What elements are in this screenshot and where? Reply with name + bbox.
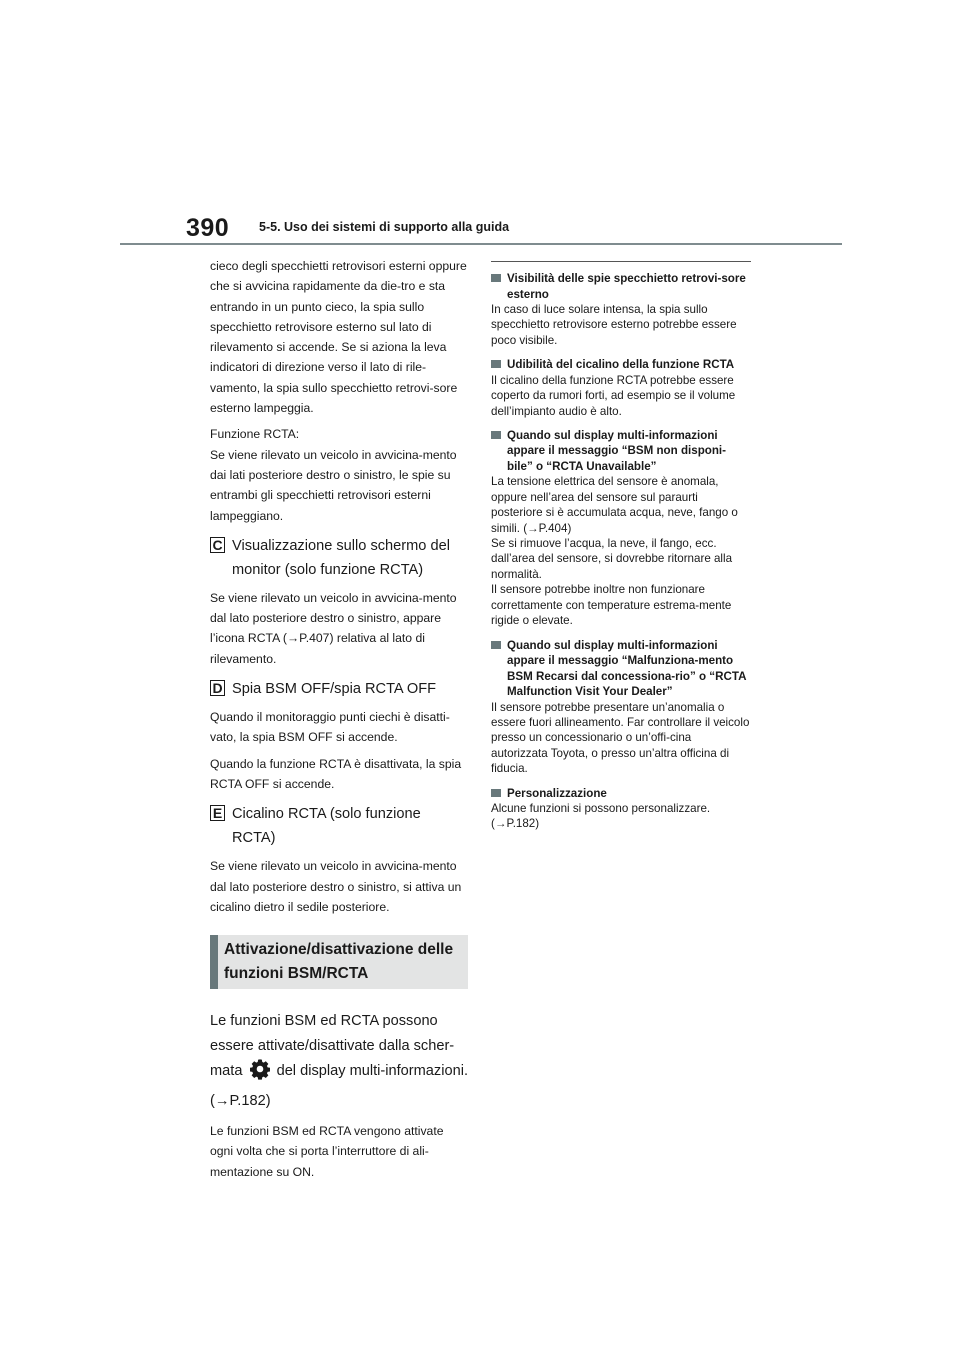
square-bullet-icon [491, 431, 501, 439]
note-body: Il sensore potrebbe presentare un’anomalia o essere fuori allineamento. Far controllare il veicolo presso un concessionario o un’offi-cina autorizzata Toyota, o presso un’altra officina di fiducia. [491, 700, 750, 776]
left-column [210, 256, 468, 1188]
item-e-letter: E [210, 805, 225, 821]
activation-paragraph [210, 1009, 468, 1113]
square-bullet-icon [491, 274, 501, 282]
note-item [491, 428, 751, 629]
note-item [491, 271, 751, 348]
page-number: 390 [186, 214, 230, 242]
note-body: In caso di luce solare intensa, la spia sullo specchietto retrovisore esterno potrebbe essere poco visibile. [491, 303, 737, 347]
section-heading-box [210, 935, 468, 989]
item-d-text-1: Quando il monitoraggio punti ciechi è disatti-vato, la spia BSM OFF si accende. [210, 710, 450, 745]
gear-icon [249, 1058, 271, 1089]
activation-note: Le funzioni BSM ed RCTA vengono attivate ogni volta che si porta l’interruttore di ali-mentazione su ON. [210, 1124, 444, 1179]
note-title: Personalizzazione [491, 786, 751, 802]
note-item [491, 357, 751, 419]
item-e-text: Se viene rilevato un veicolo in avvicina-mento dal lato posteriore destro o sinistro, si attiva un cicalino dietro il sedile posteriore. [210, 859, 462, 914]
item-c-letter: C [210, 537, 225, 553]
item-d-title: Spia BSM OFF/spia RCTA OFF [232, 681, 437, 698]
item-e-title: Cicalino RCTA (solo funzione RCTA) [232, 806, 421, 847]
section-title: 5-5. Uso dei sistemi di supporto alla guida [259, 220, 510, 234]
right-column-divider [491, 261, 751, 262]
note-item [491, 786, 751, 832]
rcta-function-text: Se viene rilevato un veicolo in avvicina-mento dai lati posteriore destro o sinistro, le spie su entrambi gli specchietti retrovisori esterni lampeggiano. [210, 447, 457, 523]
rcta-function-label: Funzione RCTA: [210, 427, 300, 442]
note-body: Il cicalino della funzione RCTA potrebbe essere coperto da rumori forti, ad esempio se il volume dell’impianto audio è alto. [491, 373, 736, 418]
square-bullet-icon [491, 789, 501, 797]
item-d-heading [210, 677, 468, 701]
item-e-heading [210, 802, 468, 850]
item-d-text-2: Quando la funzione RCTA è disattivata, la spia RCTA OFF si accende. [210, 756, 462, 791]
square-bullet-icon [491, 360, 501, 368]
item-c-title: Visualizzazione sullo schermo del monitor (solo funzione RCTA) [232, 537, 450, 578]
right-column [491, 261, 751, 841]
note-title: Udibilità del cicalino della funzione RCTA [491, 357, 751, 373]
intro-paragraph: cieco degli specchietti retrovisori esterni oppure che si avvicina rapidamente da die-tro e sta entrando in un punto cieco, la spia sullo specchietto retrovisore esterno sul lato di rilevamento si accende. Se si aziona la leva indicatori di direzione verso il lato di rile-vamento, la spia sullo specchietto retrovi-sore esterno lampeggia. [210, 259, 467, 416]
item-c-heading [210, 534, 468, 582]
activation-text-before: Le funzioni BSM ed RCTA possono essere attivate/disattivate dalla scher-mata [210, 1013, 455, 1080]
square-bullet-icon [491, 641, 501, 649]
activation-text-after: del display multi-informazioni. (→P.182) [210, 1063, 468, 1109]
item-d-letter: D [210, 680, 225, 696]
section-heading: Attivazione/disattivazione delle funzioni BSM/RCTA [224, 941, 454, 983]
item-c-text: Se viene rilevato un veicolo in avvicina-mento dal lato posteriore destro o sinistro, appare l’icona RCTA (→P.407) relativa al lato di rilevamento. [210, 590, 457, 666]
note-body: Alcune funzioni si possono personalizzare. (→P.182) [491, 802, 711, 831]
header-divider [120, 243, 842, 245]
note-item [491, 638, 751, 777]
note-title: Quando sul display multi-informazioni appare il messaggio “Malfunziona-mento BSM Recarsi dal concessiona-rio” o “RCTA Malfunction Visit Your Dealer” [491, 638, 751, 700]
note-title: Visibilità delle spie specchietto retrovi-sore esterno [491, 271, 751, 302]
note-body: La tensione elettrica del sensore è anomala, oppure nell’area del sensore sul paraurti posteriore si è accumulata acqua, neve, fango o simili. (→P.404) Se si rimuove l’acqua, la neve, il fango, ecc. dall’area del sensore, si dovrebbe ritornare alla normalità. Il sensore potrebbe inoltre non funzionare correttamente con temperature estrema-mente rigide o elevate. [491, 475, 738, 628]
rcta-function-paragraph [210, 424, 468, 525]
note-title: Quando sul display multi-informazioni appare il messaggio “BSM non disponi-bile” o “RCTA Unavailable” [491, 428, 751, 475]
